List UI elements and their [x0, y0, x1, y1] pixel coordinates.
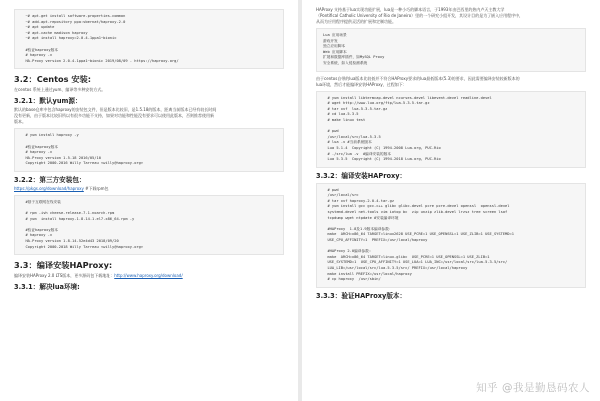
code-line: #HAProxy 1.8及1.9版本编译参数：	[323, 226, 393, 231]
code-line: # yum install gcc gcc-c++ glibc glibc-devel pcre pcre-devel openssl openssl-devel	[323, 204, 510, 209]
code-line: USE_SYSTEMD=1 USE_CPU_AFFINITY=1 USE_LUA=1 LUA_INC=/usr/local/src/lua-5.3.5/src/	[323, 260, 508, 265]
code-line: /usr/local/src	[323, 193, 359, 198]
paragraph-third-party	[14, 186, 284, 192]
code-line: #基于互联网在线安装	[21, 199, 61, 204]
heading-third-party: 3.2.2：第三方安装包：	[14, 175, 86, 184]
code-line: #验证haproxy版本	[21, 47, 58, 52]
code-line: # pwd	[323, 129, 339, 134]
code-line: make install PREFIX=/usr/local/haproxy	[323, 271, 412, 276]
code-line: # tar xvf haproxy-2.0.4.tar.gz	[323, 198, 395, 203]
code-line: ~# apt-get install software-properties-common	[21, 14, 126, 18]
code-line: #HAProxy 2.0编译参数:	[323, 249, 372, 254]
code-line: systemd-devel net-tools vim iotop bc zip unzip zlib-devel lrzsz tree screen lsof	[323, 210, 508, 215]
paragraph-centos-lua	[316, 76, 586, 88]
third-party-suffix: #下载rpm包	[83, 185, 109, 191]
code-line: Copyright 2000-2018 Willy Tarreau <willy@haproxy.org>	[21, 244, 144, 249]
haproxy-download-link[interactable]: http://www.haproxy.org/download/	[114, 273, 183, 279]
left-page	[0, 0, 298, 401]
code-line: # haproxy -v	[21, 53, 53, 58]
text-line: 默认的base仓库中包含haproxy的安装包文件，但是版本比较旧，是1.5.18的版本，距离当前版本已经有较长时间	[14, 107, 217, 113]
code-line: Copyright 2000-2016 Willy Tarreau <willy@haproxy.org>	[21, 161, 144, 166]
code-block-lua	[316, 91, 586, 168]
list-item: 扩展和数据库插件，如MySQL Proxy	[323, 55, 385, 60]
text-line: lua环境，然后才能编译安装HAProxy，过程如下：	[316, 81, 407, 87]
code-line: # haproxy -v	[21, 233, 53, 238]
right-page	[302, 0, 600, 401]
code-line: # haproxy -v	[21, 150, 53, 155]
heading-compile-install: 3.3：编译安装HAProxy:	[14, 260, 113, 271]
code-line: HA-Proxy version 2.0.4-1ppa1~bionic 2019/08/09 - https://haproxy.org/	[21, 58, 179, 63]
heading-build-haproxy: 3.3.2：编译安装HAProxy：	[316, 171, 407, 180]
zhihu-watermark: 知乎 @我是勤恳码农人	[476, 382, 590, 394]
code-line: ~# add-apt-repository ppa:vbernat/haproxy-2.0	[21, 19, 126, 24]
code-line: #验证haproxy版本	[21, 144, 58, 149]
code-line: # rpm -ivh cheese-release-7-1.noarch.rpm	[21, 211, 115, 216]
code-line: Lua 5.1.4 Copyright (C) 1994-2008 Lua.org, PUC-Rio	[323, 145, 441, 150]
code-line: tcpdump wget ntpdate #安装编译环境	[323, 215, 399, 220]
text-line: （Pontifical Catholic University of Rio de Janeiro）里的一个研究小组开发，其设计目的是为了嵌入应用程序中，	[316, 13, 524, 18]
paragraph-lua-intro	[316, 7, 586, 25]
code-line: ~# apt install haproxy=2.0.4-1ppa1~bionic	[21, 36, 117, 41]
compile-prefix: 编译安装HAProxy 2.0 LTS版本，更多源码包下载地址：	[14, 273, 115, 279]
code-line: # cd lua-5.3.5	[323, 112, 359, 117]
paragraph-yum	[14, 107, 284, 125]
text-line: 由于centos自带的lua版本比较低并不符合HAProxy要求的lua最低版本(5.3)的要求，因此需要编译安装较新版本的	[316, 75, 520, 81]
code-line: # yum install libtermcap-devel ncurses-devel libevent-devel readline-devel	[323, 95, 492, 100]
code-block-apt	[14, 9, 284, 69]
lua-use-cases-list	[316, 28, 586, 72]
code-line: # yum install haproxy-1.8.14-1.el7.x86_64.rpm -y	[21, 216, 135, 221]
code-line: HA-Proxy version 1.8.14-52e4d43 2018/09/20	[21, 239, 119, 244]
code-line: ~# apt update	[21, 25, 55, 30]
list-item: 游戏开发	[323, 38, 338, 43]
code-line: HA-Proxy version 1.5.18 2016/05/10	[21, 155, 101, 160]
code-block-yum	[14, 128, 284, 172]
code-line: make ARCH=x86_64 TARGET=linux2628 USE_PCRE=1 USE_OPENSSL=1 USE_ZLIB=1 USE_SYSTEMD=1	[323, 232, 514, 237]
code-block-build	[316, 183, 586, 288]
code-line: # lua -v #当前系统版本	[323, 140, 372, 145]
text-line: 版本。	[14, 119, 26, 125]
list-item: Lua 应用场景	[323, 33, 347, 37]
code-line: make ARCH=x86_64 TARGET=linux-glibc USE_PCRE=1 USE_OPENSSL=1 USE_ZLIB=1	[323, 254, 490, 259]
paragraph-centos: 在centos 系统上通过yum、编译等多种安装方式。	[14, 87, 106, 93]
code-line: # ./src/lua -v #编译安装的版本	[323, 151, 391, 156]
heading-centos-install: 3.2：Centos 安装:	[14, 74, 91, 85]
text-line: 没有更新，由于版本比较旧所以有很多功能不支持，如果对功能和性能没有要求可以使用此版本，否则推荐使用新	[14, 113, 214, 119]
code-line: # cp haproxy /usr/sbin/	[323, 277, 381, 282]
code-line: #验证haproxy版本	[21, 227, 58, 232]
code-line: # make linux test	[323, 117, 366, 122]
heading-lua-env: 3.3.1：解决lua环境:	[14, 283, 80, 292]
code-line: # tar xvf lua-5.3.5.tar.gz	[323, 106, 388, 111]
code-line: LUA_LIB=/usr/local/src/lua-5.3.5/src/ PREFIX=/usr/local/haproxy	[323, 266, 468, 270]
heading-verify-version: 3.3.3：验证HAProxy版本：	[316, 291, 407, 300]
pkgs-download-link[interactable]: https://pkgs.org/download/haproxy	[14, 185, 84, 191]
list-item: 独立应用脚本	[323, 44, 346, 49]
heading-yum-default: 3.2.1：默认yum源：	[14, 97, 82, 106]
code-line: Lua 5.3.5 Copyright (C) 1994-2018 Lua.org, PUC-Rio	[323, 157, 441, 162]
paragraph-compile	[14, 273, 284, 279]
code-block-rpm	[14, 195, 284, 255]
code-line: USE_CPU_AFFINITY=1 PREFIX=/usr/local/haproxy	[323, 238, 428, 243]
code-line: # pwd	[323, 187, 339, 192]
code-line: # wget http://www.lua.org/ftp/lua-5.3.5.tar.gz	[323, 101, 430, 106]
code-line: # yum install haproxy -y	[21, 133, 79, 138]
text-line: HAProxy 支持基于lua实现功能扩展，lua是一种小巧的脚本语言，于1993年由巴西里约热内卢天主教大学	[316, 7, 505, 12]
code-line: /usr/local/src/lua-5.3.5	[323, 134, 381, 139]
list-item: 安全系统，如入侵检测系统	[323, 60, 368, 65]
text-line: 从而为应用程序提供灵活的扩展和定制功能。	[316, 19, 396, 24]
code-line: ~# apt-cache madison haproxy	[21, 30, 88, 35]
list-item: Web 应用脚本	[323, 49, 347, 54]
